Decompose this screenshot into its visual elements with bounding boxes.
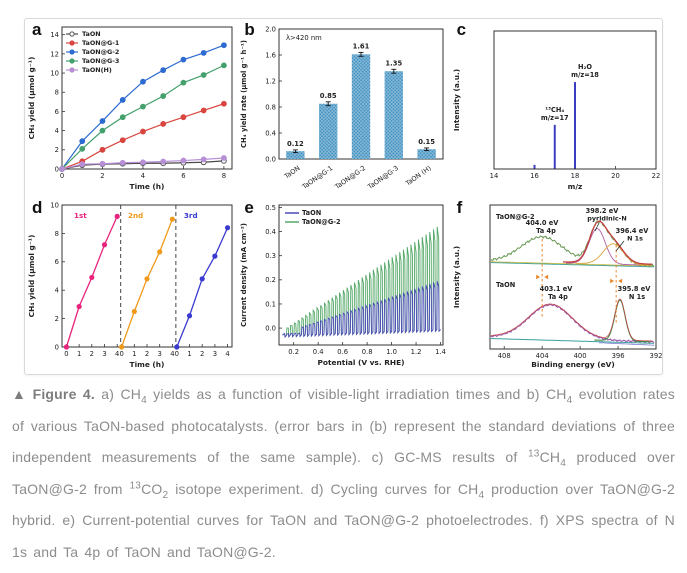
svg-text:2.0: 2.0 [265, 25, 277, 34]
svg-text:8: 8 [54, 229, 59, 238]
panel-e-letter: e [244, 197, 254, 217]
svg-text:4: 4 [54, 286, 59, 295]
svg-text:400: 400 [573, 351, 587, 360]
svg-text:0.6: 0.6 [337, 347, 349, 356]
svg-text:12: 12 [50, 50, 59, 59]
svg-text:0: 0 [54, 342, 59, 351]
svg-text:0: 0 [64, 349, 69, 358]
svg-text:2nd: 2nd [127, 210, 144, 220]
svg-text:0.0: 0.0 [265, 324, 277, 333]
svg-text:TaON (H): TaON (H) [404, 164, 434, 188]
svg-text:0.8: 0.8 [362, 347, 373, 356]
svg-text:Intensity (a.u.): Intensity (a.u.) [451, 245, 461, 308]
svg-text:Ta 4p: Ta 4p [535, 226, 556, 235]
svg-text:396.4 eV: 396.4 eV [615, 226, 649, 235]
svg-text:0.12: 0.12 [287, 139, 305, 148]
svg-text:1: 1 [187, 349, 192, 358]
cycle-2nd [119, 216, 175, 349]
bar-TaON@G-1 [319, 104, 337, 159]
svg-text:CH₄ yield (μmol g⁻¹): CH₄ yield (μmol g⁻¹) [27, 56, 36, 140]
figure-image-card [24, 18, 663, 375]
panel-c-chart [450, 19, 662, 196]
svg-text:395.8 eV: 395.8 eV [617, 284, 651, 293]
svg-text:TaON@G-3: TaON@G-3 [366, 164, 401, 191]
svg-text:TaON(H): TaON(H) [82, 66, 112, 75]
svg-text:10: 10 [50, 200, 59, 209]
svg-text:18: 18 [570, 172, 579, 180]
svg-text:Time (h): Time (h) [129, 182, 165, 191]
svg-text:H₂O: H₂O [577, 63, 592, 72]
svg-text:TaON@G-1: TaON@G-1 [301, 164, 335, 191]
svg-text:398.2 eV: 398.2 eV [585, 206, 619, 215]
svg-text:0.1: 0.1 [265, 299, 277, 308]
svg-text:TaON@G-2: TaON@G-2 [82, 48, 120, 57]
panel-b-chart [237, 19, 449, 196]
svg-text:CH₄ yield (μmol g⁻¹): CH₄ yield (μmol g⁻¹) [27, 234, 36, 317]
cycle-3rd [174, 225, 230, 349]
svg-text:1st: 1st [74, 210, 87, 220]
svg-text:m/z=18: m/z=18 [570, 71, 599, 80]
figure-caption: ▲ Figure 4. a) $CH_4$ yields as a function of visible-light irradiation times and b) $CH_4$ evolution rates of various TaON-based photocatalysts. (error bars in (b) represent the standard deviations of three independent measurements of the same sample). c) GC-MS results of $^{13}CH_4$ produced over TaON@G-2 from $^{13}CO_2$ isotope experiment. d) Cycling curves for $CH_4$ production over TaON@G-2 hybrid. e) Current-potential curves for TaON and TaON@G-2 photoelectrodes. f) XPS spectra of N 1s and Ta 4p of TaON and TaON@G-2. [12, 386, 675, 560]
panel-c [450, 19, 662, 197]
svg-text:20: 20 [610, 172, 620, 180]
svg-text:0: 0 [59, 172, 65, 180]
svg-text:TaON@G-1: TaON@G-1 [82, 39, 120, 48]
svg-text:TaON: TaON [495, 280, 515, 289]
svg-text:3rd: 3rd [183, 210, 198, 220]
panel-f-chart [450, 197, 662, 374]
svg-text:408: 408 [497, 351, 511, 360]
svg-text:1.0: 1.0 [386, 347, 398, 356]
svg-text:Current density (mA cm⁻²): Current density (mA cm⁻²) [240, 222, 249, 327]
svg-text:¹³CH₄: ¹³CH₄ [544, 105, 564, 114]
svg-text:2: 2 [200, 349, 205, 358]
svg-text:16: 16 [529, 172, 539, 180]
svg-text:0.4: 0.4 [265, 227, 277, 236]
svg-text:Ta 4p: Ta 4p [547, 292, 568, 301]
svg-text:0: 0 [174, 349, 179, 358]
svg-text:TaON@G-2: TaON@G-2 [302, 217, 341, 226]
svg-text:4: 4 [140, 172, 146, 180]
svg-text:1.2: 1.2 [265, 77, 277, 86]
svg-text:λ>420 nm: λ>420 nm [286, 34, 323, 42]
cycle-1st [64, 210, 120, 349]
svg-text:3: 3 [157, 349, 162, 358]
panel-b [237, 19, 449, 197]
svg-text:3: 3 [102, 349, 107, 358]
svg-text:8: 8 [54, 88, 59, 97]
svg-text:Binding energy (eV): Binding energy (eV) [530, 359, 615, 369]
svg-text:0: 0 [54, 165, 59, 174]
svg-text:6: 6 [54, 107, 59, 116]
svg-text:N 1s: N 1s [628, 292, 645, 301]
svg-text:0.8: 0.8 [265, 103, 277, 112]
svg-text:2: 2 [89, 349, 94, 358]
svg-text:392: 392 [649, 351, 662, 360]
panel-c-letter: c [456, 20, 467, 39]
svg-text:0.15: 0.15 [418, 137, 436, 146]
svg-text:4: 4 [115, 349, 120, 358]
svg-text:2: 2 [54, 314, 59, 323]
svg-text:14: 14 [489, 172, 498, 180]
svg-text:TaON@G-2: TaON@G-2 [333, 164, 368, 191]
svg-text:TaON@G-2: TaON@G-2 [495, 212, 535, 221]
panel-e [237, 197, 449, 375]
panel-b-letter: b [244, 20, 255, 39]
svg-text:4: 4 [54, 127, 59, 136]
svg-text:14: 14 [50, 31, 59, 40]
svg-text:Time (h): Time (h) [129, 359, 165, 369]
svg-text:4: 4 [225, 349, 230, 358]
svg-text:396: 396 [611, 351, 625, 360]
panel-grid [25, 19, 662, 374]
svg-text:0.0: 0.0 [265, 155, 277, 164]
panel-a [25, 19, 237, 197]
svg-text:4: 4 [170, 349, 175, 358]
svg-text:1: 1 [132, 349, 137, 358]
panel-e-chart [237, 197, 449, 374]
svg-text:10: 10 [50, 69, 59, 78]
svg-text:0.2: 0.2 [288, 347, 300, 356]
svg-text:6: 6 [54, 257, 59, 266]
svg-text:2: 2 [54, 146, 59, 155]
svg-text:0.4: 0.4 [313, 347, 324, 356]
svg-text:m/z=17: m/z=17 [540, 113, 569, 122]
svg-text:404: 404 [535, 351, 549, 360]
svg-text:2: 2 [144, 349, 150, 358]
svg-text:2: 2 [100, 172, 105, 180]
svg-text:m/z: m/z [567, 182, 583, 191]
svg-text:403.1 eV: 403.1 eV [539, 284, 573, 293]
svg-text:1: 1 [76, 349, 82, 358]
svg-text:0.2: 0.2 [265, 275, 277, 284]
panel-a-letter: a [32, 20, 42, 39]
svg-text:22: 22 [651, 172, 660, 180]
svg-text:N 1s: N 1s [626, 234, 643, 242]
svg-text:Potential (V vs. RHE): Potential (V vs. RHE) [317, 357, 405, 367]
svg-text:0.4: 0.4 [265, 129, 277, 138]
svg-text:6: 6 [181, 172, 186, 180]
svg-text:1.6: 1.6 [265, 51, 277, 60]
bar-TaON@G-3 [385, 71, 403, 159]
svg-text:CH₄ yield rate (μmol g⁻¹ h⁻¹): CH₄ yield rate (μmol g⁻¹ h⁻¹) [240, 40, 249, 148]
svg-text:1.4: 1.4 [435, 347, 447, 356]
svg-text:TaON: TaON [302, 208, 322, 217]
svg-text:TaON: TaON [82, 30, 101, 39]
panel-d [25, 197, 237, 375]
svg-text:8: 8 [221, 172, 227, 180]
svg-text:Intensity (a.u.): Intensity (a.u.) [451, 68, 461, 132]
svg-text:3: 3 [212, 349, 218, 358]
svg-text:TaON: TaON [283, 164, 302, 181]
svg-text:1.2: 1.2 [410, 347, 422, 356]
svg-text:TaON@G-3: TaON@G-3 [82, 57, 120, 66]
panel-d-chart [25, 197, 237, 374]
svg-text:0: 0 [119, 349, 124, 358]
svg-text:1.61: 1.61 [352, 42, 370, 51]
svg-text:404.0 eV: 404.0 eV [525, 218, 559, 227]
panel-f [450, 197, 662, 375]
svg-text:0.3: 0.3 [265, 251, 277, 260]
panel-d-letter: d [32, 197, 43, 217]
svg-text:1.35: 1.35 [385, 59, 403, 68]
bar-TaON@G-2 [352, 54, 370, 159]
panel-f-letter: f [456, 197, 463, 217]
panel-a-chart [25, 19, 237, 196]
svg-text:0.5: 0.5 [265, 203, 277, 212]
svg-text:pyridinic-N: pyridinic-N [586, 214, 627, 222]
svg-text:0.85: 0.85 [320, 91, 337, 100]
